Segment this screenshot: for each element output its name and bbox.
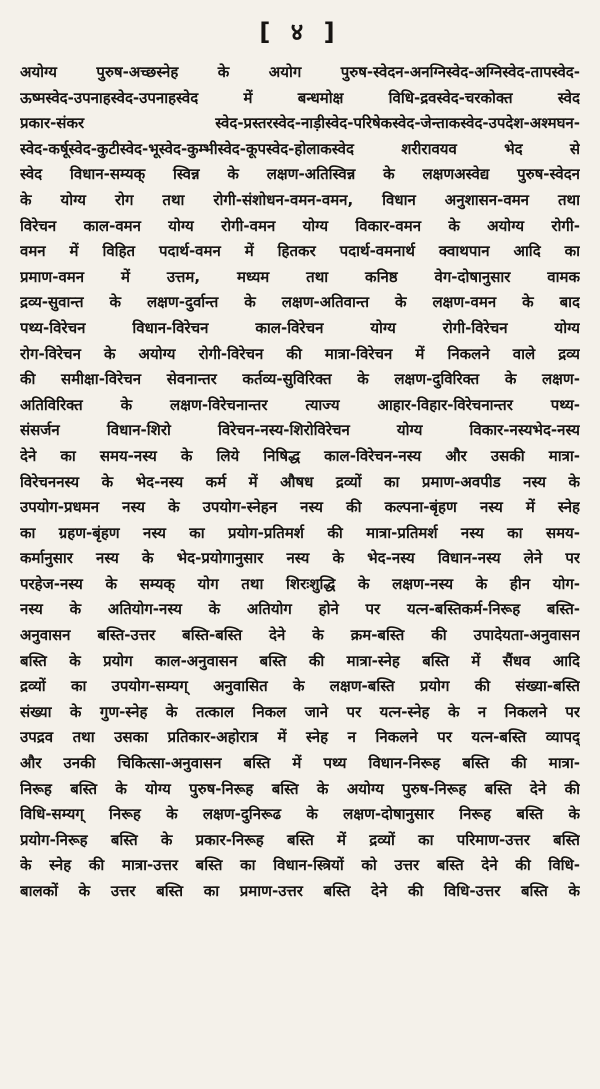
text-line: देने का समय-नस्य के लिये निषिद्ध काल-विरेचन-नस्य और उसकी मात्रा- [20,446,580,465]
text-line: कर्मानुसार नस्य के भेद-प्रयोगानुसार नस्य के भेद-नस्य विधान-नस्य लेने पर [20,549,580,568]
text-line: के स्नेह की मात्रा-उत्तर बस्ति का विधान-स्त्रियों को उत्तर बस्ति देने की विधि- [20,856,580,875]
text-line: का ग्रहण-बृंहण नस्य का प्रयोग-प्रतिमर्श की मात्रा-प्रतिमर्श नस्य का समय- [20,523,580,542]
text-line: रोग-विरेचन के अयोग्य रोगी-विरेचन की मात्रा-विरेचन में निकलने वाले द्रव्य [20,344,580,363]
text-line: और उनकी चिकित्सा-अनुवासन बस्ति में पथ्य विधान-निरूह बस्ति की मात्रा- [20,754,580,773]
text-line: अतिविरिक्त के लक्षण-विरेचनान्तर त्याज्य आहार-विहार-विरेचनान्तर पथ्य- [20,395,580,414]
text-line: स्वेद-कर्षूस्वेद-कुटीस्वेद-भूस्वेद-कुम्भीस्वेद-कूपस्वेद-होलाकस्वेद शरीरावयव भेद से [20,139,580,158]
text-line: अनुवासन बस्ति-उत्तर बस्ति-बस्ति देने के क्रम-बस्ति की उपादेयता-अनुवासन [20,626,580,645]
text-line: अयोग्य पुरुष-अच्छस्नेह के अयोग पुरुष-स्वेदन-अनग्निस्वेद-अग्निस्वेद-तापस्वेद- [20,63,580,81]
text-line: ऊष्मस्वेद-उपनाहस्वेद-उपनाहस्वेद में बन्धमोक्ष विधि-द्रवस्वेद-चरकोक्त स्वेद [20,88,580,107]
body-text [20,60,580,905]
text-line: द्रव्य-सुवान्त के लक्षण-दुर्वान्त के लक्षण-अतिवान्त के लक्षण-वमन के बाद [20,293,580,312]
text-line: नस्य के अतियोग-नस्य के अतियोग होने पर यत्न-बस्तिकर्म-निरूह बस्ति- [20,600,580,619]
text-line: विधि-सम्यग् निरूह के लक्षण-दुनिरूढ के लक्षण-दोषानुसार निरूह बस्ति के [20,805,580,824]
text-line: बस्ति के प्रयोग काल-अनुवासन बस्ति की मात्रा-स्नेह बस्ति में सैंधव आदि [20,651,580,670]
text-line: वमन में विहित पदार्थ-वमन में हितकर पदार्थ-वमनार्थ क्वाथपान आदि का [20,242,580,261]
text-line: उपद्रव तथा उसका प्रतिकार-अहोरात्र में स्नेह न निकलने पर यत्न-बस्ति व्यापद् [20,728,580,747]
text-line: संसर्जन विधान-शिरो विरेचन-नस्य-शिरोविरेचन योग्य विकार-नस्यभेद-नस्य [20,421,580,440]
text-line: निरूह बस्ति के योग्य पुरुष-निरूह बस्ति के अयोग्य पुरुष-निरूह बस्ति देने की [20,779,580,798]
text-line: की समीक्षा-विरेचन सेवनान्तर कर्तव्य-सुविरिक्त के लक्षण-दुविरिक्त के लक्षण- [20,370,580,389]
text-line: संख्या के गुण-स्नेह के तत्काल निकल जाने पर यत्न-स्नेह के न निकलने पर [20,702,580,721]
text-line: पथ्य-विरेचन विधान-विरेचन काल-विरेचन योग्य रोगी-विरेचन योग्य [20,318,580,337]
page-number: [ ४ ] [259,18,341,46]
text-line: के योग्य रोग तथा रोगी-संशोधन-वमन-वमन, विधान अनुशासन-वमन तथा [20,190,580,209]
text-line: परहेज-नस्य के सम्यक् योग तथा शिरःशुद्धि के लक्षण-नस्य के हीन योग- [20,574,580,593]
text-line: प्रमाण-वमन में उत्तम, मध्यम तथा कनिष्ठ वेग-दोषानुसार वामक [20,267,580,286]
text-line: विरेचननस्य के भेद-नस्य कर्म में औषध द्रव्यों का प्रमाण-अवपीड नस्य के [20,472,580,491]
text-line: द्रव्यों का उपयोग-सम्यग् अनुवासित के लक्षण-बस्ति प्रयोग की संख्या-बस्ति [20,677,580,696]
text-line: बालकों के उत्तर बस्ति का प्रमाण-उत्तर बस्ति देने की विधि-उत्तर बस्ति के [20,882,580,900]
text-line: प्रकार-संकर स्वेद-प्रस्तरस्वेद-नाड़ीस्वेद-परिषेकस्वेद-जेन्ताकस्वेद-उपदेश-अश्मघन- [20,114,580,133]
text-line: प्रयोग-निरूह बस्ति के प्रकार-निरूह बस्ति में द्रव्यों का परिमाण-उत्तर बस्ति [20,830,580,849]
text-line: विरेचन काल-वमन योग्य रोगी-वमन योग्य विकार-वमन के अयोग्य रोगी- [20,216,580,235]
text-line: उपयोग-प्रधमन नस्य के उपयोग-स्नेहन नस्य की कल्पना-बृंहण नस्य में स्नेह [20,498,580,517]
text-line: स्वेद विधान-सम्यक् स्विन्न के लक्षण-अतिस्विन्न के लक्षणअस्वेद्य पुरुष-स्वेदन [20,165,580,184]
